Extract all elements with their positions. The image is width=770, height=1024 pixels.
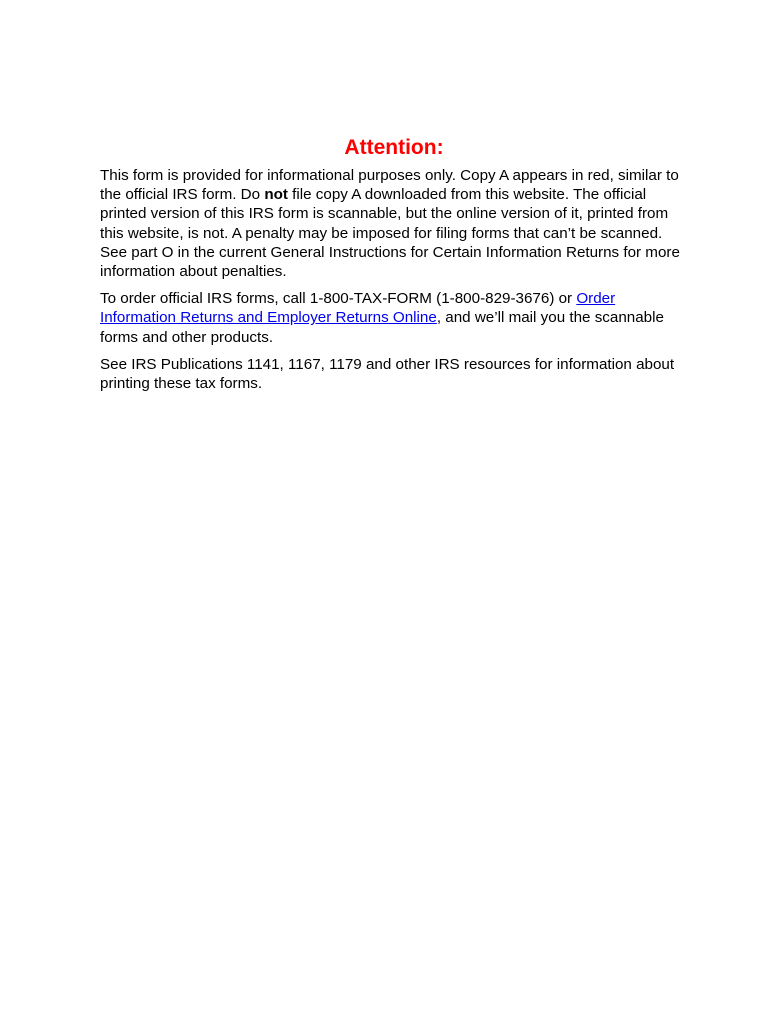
order-forms-paragraph bbox=[100, 289, 680, 347]
emphasis-not: not bbox=[264, 186, 288, 204]
publications-paragraph: See IRS Publications 1141, 1167, 1179 and other IRS resources for information about printing these tax forms. bbox=[100, 355, 675, 393]
paragraph-text: file copy A downloaded from this website. The official printed version of this IRS form is scannable, but the online version of it, printed from this website, is not. A penalty may be imposed for filing forms that can’t be scanned. See part O in the current General Instructions for Certain Information Returns for more information about penalties. bbox=[100, 186, 680, 281]
paragraph-text: To order official IRS forms, call 1-800-TAX-FORM (1-800-829-3676) or bbox=[100, 290, 577, 308]
paragraph-text: , and we’ll mail you the scannable forms and other products. bbox=[100, 309, 664, 346]
order-information-returns-link[interactable]: Order Information Returns and Employer Returns Online bbox=[100, 290, 616, 327]
informational-purpose-paragraph bbox=[100, 166, 680, 281]
attention-heading: Attention: bbox=[344, 136, 444, 159]
notice-body bbox=[100, 166, 680, 401]
paragraph-text: This form is provided for informational purposes only. Copy A appears in red, similar to the official IRS form. Do bbox=[100, 167, 679, 204]
